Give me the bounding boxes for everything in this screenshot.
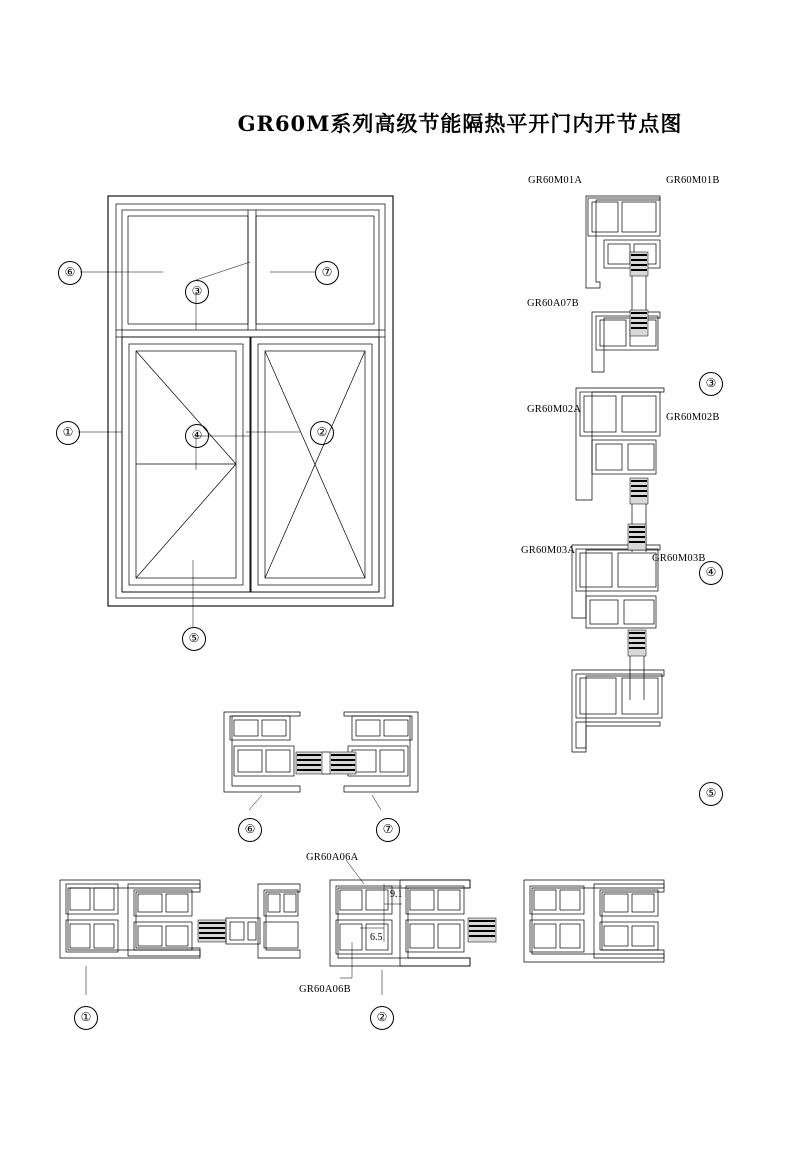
drawing-title: GR60M系列高级节能隔热平开门内开节点图 <box>237 111 683 136</box>
dimension-6-5: 6.5 <box>370 932 383 943</box>
callout-bubble-6-bottom[interactable]: ⑥ <box>238 818 262 842</box>
section-pair-bottom <box>60 860 664 995</box>
dimension-9-1: 9.1 <box>390 889 403 900</box>
callout-bubble-1[interactable]: ① <box>56 421 80 445</box>
part-label-gr60m03a: GR60M03A <box>521 545 576 556</box>
part-label-gr60m02a: GR60M02A <box>527 404 582 415</box>
part-label-gr60a06b: GR60A06B <box>299 984 351 995</box>
elevation-window <box>78 196 393 627</box>
callout-bubble-4[interactable]: ④ <box>185 424 209 448</box>
callout-bubble-5-right[interactable]: ⑤ <box>699 782 723 806</box>
callout-bubble-1-bottom[interactable]: ① <box>74 1006 98 1030</box>
callout-bubble-2-bottom[interactable]: ② <box>370 1006 394 1030</box>
callout-bubble-6[interactable]: ⑥ <box>58 261 82 285</box>
callout-bubble-2[interactable]: ② <box>310 421 334 445</box>
part-label-gr60a06a: GR60A06A <box>306 852 359 863</box>
part-label-gr60m01a: GR60M01A <box>528 175 583 186</box>
callout-bubble-5[interactable]: ⑤ <box>182 627 206 651</box>
part-label-gr60m03b: GR60M03B <box>652 553 706 564</box>
callout-bubble-7-bottom[interactable]: ⑦ <box>376 818 400 842</box>
section-pair-middle <box>224 712 418 810</box>
part-label-gr60m01b: GR60M01B <box>666 175 720 186</box>
part-label-gr60a07b: GR60A07B <box>527 298 579 309</box>
part-label-gr60m02b: GR60M02B <box>666 412 720 423</box>
section-stack-right <box>572 196 664 752</box>
callout-bubble-4-right[interactable]: ④ <box>699 561 723 585</box>
callout-bubble-3[interactable]: ③ <box>185 280 209 304</box>
callout-bubble-7[interactable]: ⑦ <box>315 261 339 285</box>
callout-bubble-3-right[interactable]: ③ <box>699 372 723 396</box>
